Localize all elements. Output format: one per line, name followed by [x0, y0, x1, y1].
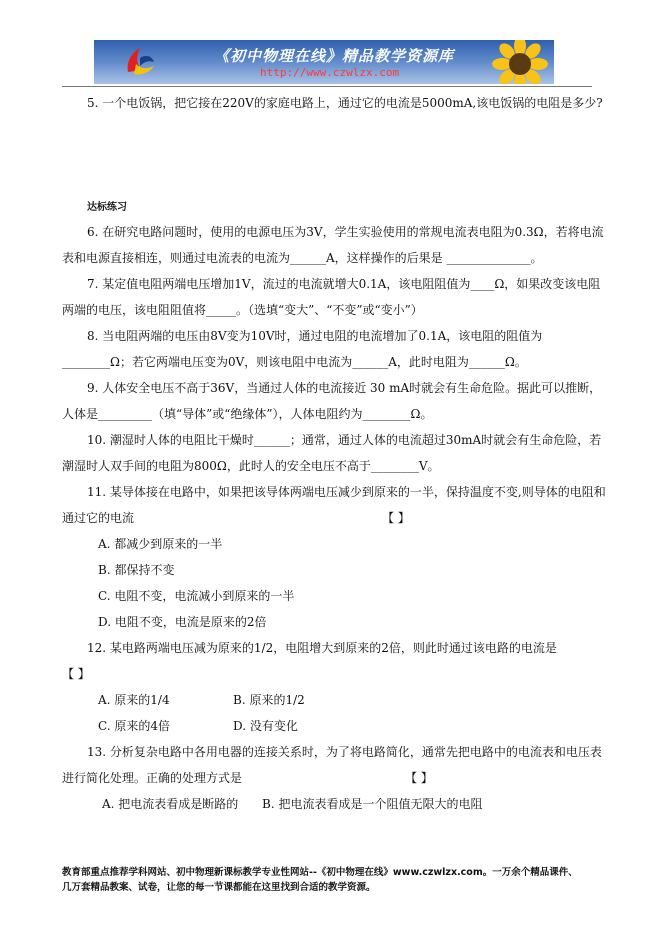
footer-line-2: 几万套精品教案、试卷，让您的每一节课都能在这里找到合适的教学资源。: [62, 882, 376, 893]
header-rule: [62, 86, 592, 87]
option-c: C. 电阻不变，电流减小到原来的一半: [98, 589, 295, 603]
site-logo-icon: [122, 44, 156, 80]
question-11-line-1: 11. 某导体接在电路中，如果把该导体两端电压减少到原来的一半，保持温度不变,则导体的电阻和: [87, 485, 606, 499]
question-6-line-2: 表和电源直接相连，则通过电流表的电流为______A，这样操作的后果是 ______________。: [62, 251, 543, 265]
option-a: A. 把电流表看成是断路的: [102, 797, 239, 811]
option-d: D. 没有变化: [233, 719, 298, 733]
site-url[interactable]: http://www.czwlzx.com: [260, 66, 400, 79]
question-6-line-1: 6. 在研究电路问题时，使用的电源电压为3V，学生实验使用的常规电流表电阻为0.3Ω，若将电流: [87, 225, 604, 239]
question-10-line-1: 10. 潮湿时人体的电阻比干燥时______；通常，通过人体的电流超过30mA时就会有生命危险，若: [87, 433, 602, 447]
footer-line-1: 教育部重点推荐学科网站、初中物理新课标教学专业性网站--《初中物理在线》www.czwlzx.com。一万余个精品课件、: [62, 867, 578, 878]
sunflower-icon: [490, 40, 550, 84]
site-title: 《初中物理在线》精品教学资源库: [214, 47, 455, 65]
option-b: B. 原来的1/2: [233, 693, 305, 707]
question-11-line-2: 通过它的电流: [62, 511, 135, 525]
question-7-line-1: 7. 某定值电阻两端电压增加1V，流过的电流就增大0.1A，该电阻阻值为____Ω，如果改变该电阻: [87, 277, 601, 291]
question-10-line-2: 潮湿时人双手间的电阻为800Ω，此时人的安全电压不高于________V。: [62, 459, 440, 473]
option-d: D. 电阻不变，电流是原来的2倍: [98, 615, 267, 629]
question-9-line-2: 人体是_________（填“导体”或“绝缘体”），人体电阻约为________Ω。: [62, 407, 433, 421]
answer-bracket: 【 】: [405, 771, 433, 785]
option-b: B. 把电流表看成是一个阻值无限大的电阻: [262, 797, 483, 811]
option-a: A. 都减少到原来的一半: [98, 537, 223, 551]
answer-bracket: 【 】: [382, 511, 410, 525]
question-5: 5. 一个电饭锅，把它接在220V的家庭电路上，通过它的电流是5000mA,该电饭锅的电阻是多少?: [87, 96, 603, 110]
question-8-line-1: 8. 当电阻两端的电压由8V变为10V时，通过电阻的电流增加了0.1A，该电阻的阻值为: [87, 329, 543, 343]
question-8-line-2: ________Ω；若它两端电压变为0V，则该电阻中电流为______A，此时电阻为______Ω。: [62, 355, 527, 369]
header-banner: [94, 40, 554, 84]
question-9-line-1: 9. 人体安全电压不高于36V，当通过人体的电流接近 30 mA时就会有生命危险。据此可以推断，: [87, 381, 602, 395]
option-a: A. 原来的1/4: [98, 693, 170, 707]
question-13-line-2: 进行简化处理。正确的处理方式是: [62, 771, 243, 785]
question-7-line-2: 两端的电压，该电阻阻值将_____。（选填“变大”、“不变”或“变小”）: [62, 303, 423, 317]
option-b: B. 都保持不变: [98, 563, 175, 577]
question-13-line-1: 13. 分析复杂电路中各用电器的连接关系时，为了将电路简化，通常先把电路中的电流表和电压表: [87, 745, 602, 759]
question-12-line-1: 12. 某电路两端电压减为原来的1/2，电阻增大到原来的2倍，则此时通过该电路的电流是: [87, 641, 557, 655]
section-title: 达标练习: [87, 202, 127, 213]
option-c: C. 原来的4倍: [98, 719, 171, 733]
answer-bracket: 【 】: [62, 667, 90, 681]
